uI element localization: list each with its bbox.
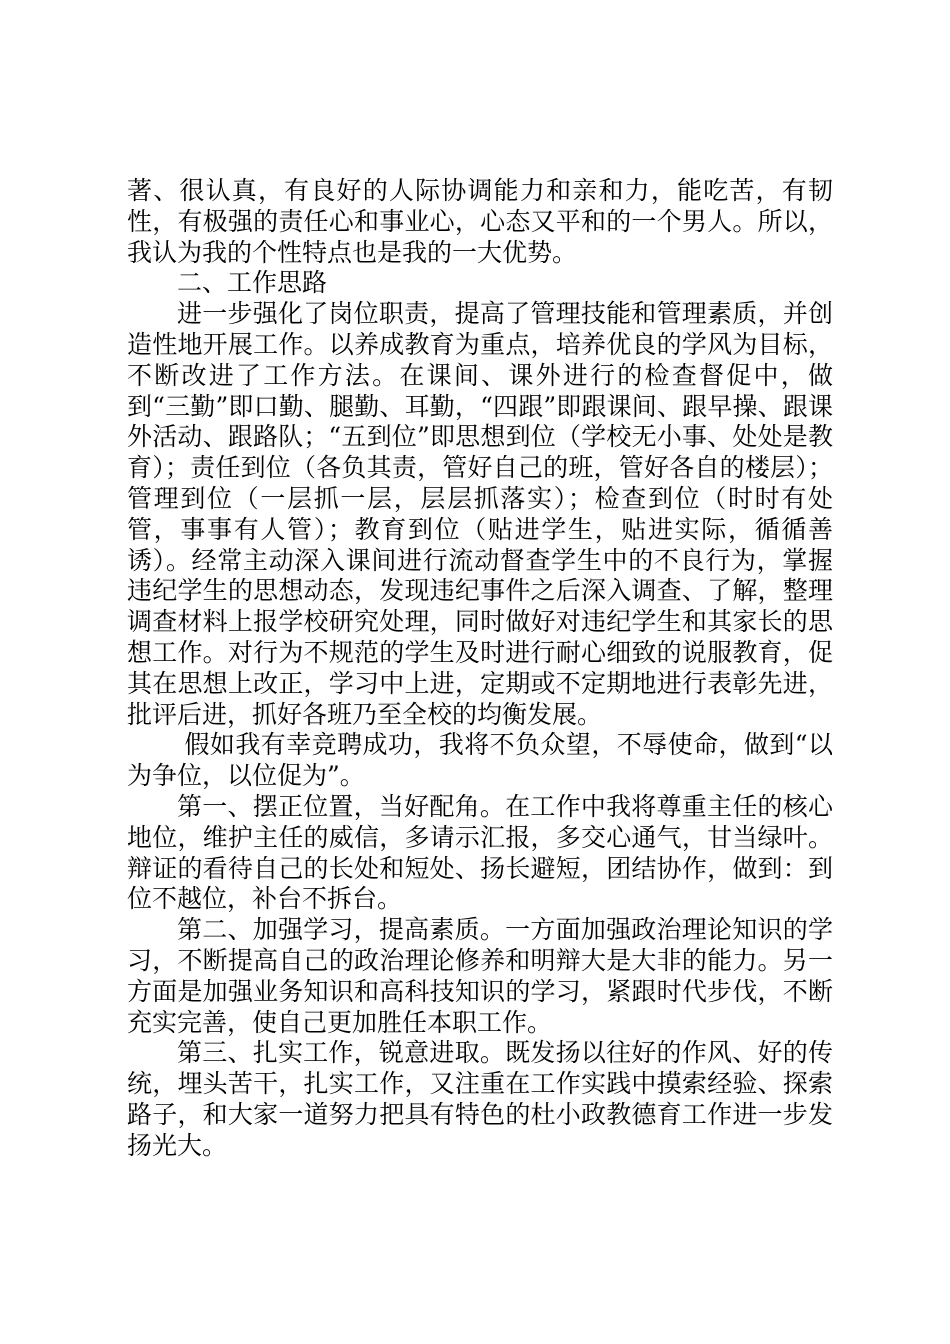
section-heading-work-ideas: 二、工作思路 [177, 268, 328, 298]
paragraph-second-point: 第二、加强学习，提高素质。一方面加强政治理论知识的学习，不断提高自己的政治理论修养和明辩大是大非的能力。另一方面是加强业务知识和高科技知识的学习，紧跟时代步伐，不断充实完善，使自己更加胜任本职工作。 [127, 915, 833, 1037]
paragraph-personality-continued: 著、很认真，有良好的人际协调能力和亲和力，能吃苦，有韧性，有极强的责任心和事业心，心态又平和的一个男人。所以，我认为我的个性特点也是我的一大优势。 [127, 176, 833, 267]
document-body [127, 176, 833, 1162]
paragraph-if-successful: 假如我有幸竞聘成功，我将不负众望，不辱使命，做到“以为争位，以位促为”。 [127, 730, 833, 791]
paragraph-work-ideas: 进一步强化了岗位职责，提高了管理技能和管理素质，并创造性地开展工作。以养成教育为重点，培养优良的学风为目标，不断改进了工作方法。在课间、课外进行的检查督促中，做到“三勤”即口勤、腿勤、耳勤，“四跟”即跟课间、跟早操、跟课外活动、跟路队；“五到位”即思想到位（学校无小事、处处是教育）；责任到位（各负其责，管好自己的班，管好各自的楼层）；管理到位（一层抓一层，层层抓落实）；检查到位（时时有处管，事事有人管）；教育到位（贴进学生，贴进实际，循循善诱）。经常主动深入课间进行流动督查学生中的不良行为，掌握违纪学生的思想动态，发现违纪事件之后深入调查、了解，整理调查材料上报学校研究处理，同时做好对违纪学生和其家长的思想工作。对行为不规范的学生及时进行耐心细致的说服教育，促其在思想上改正，学习中上进，定期或不定期地进行表彰先进，批评后进，抓好各班乃至全校的均衡发展。 [127, 299, 833, 729]
paragraph-first-point: 第一、摆正位置，当好配角。在工作中我将尊重主任的核心地位，维护主任的威信，多请示汇报，多交心通气，甘当绿叶。辩证的看待自己的长处和短处、扬长避短，团结协作，做到：到位不越位，补台不拆台。 [127, 791, 833, 914]
paragraph-third-point: 第三、扎实工作，锐意进取。既发扬以往好的作风、好的传统，埋头苦干，扎实工作，又注重在工作实践中摸索经验、探索路子，和大家一道努力把具有特色的杜小政教德育工作进一步发扬光大。 [127, 1038, 833, 1160]
